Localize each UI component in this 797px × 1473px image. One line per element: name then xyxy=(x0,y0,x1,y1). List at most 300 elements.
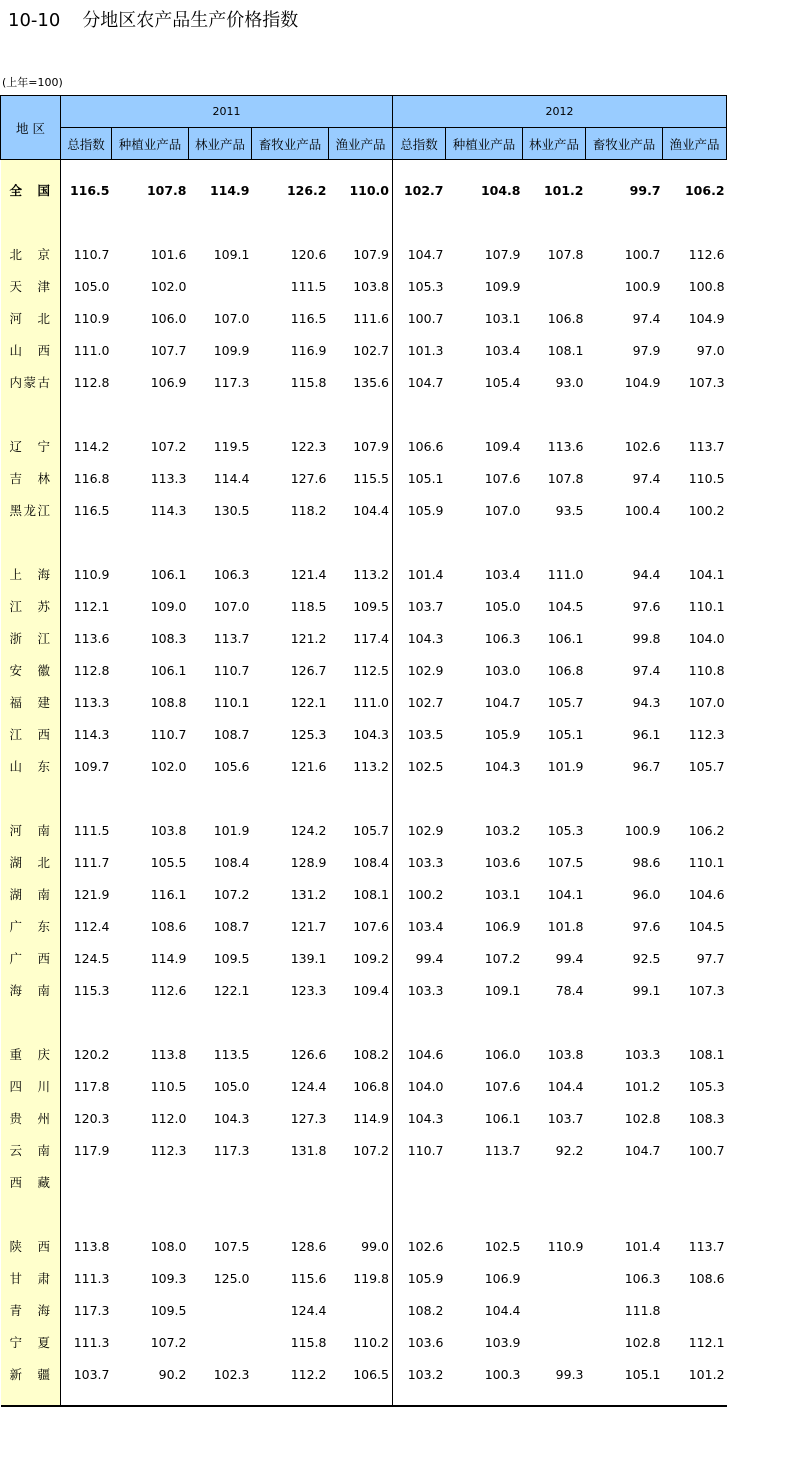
table-row xyxy=(1,1166,727,1198)
value-cell: 124.5 xyxy=(61,942,112,974)
value-cell: 111.7 xyxy=(61,846,112,878)
value-cell: 118.5 xyxy=(252,590,329,622)
table-title: 分地区农产品生产价格指数 xyxy=(82,10,299,31)
value-cell: 106.0 xyxy=(446,1038,523,1070)
value-cell: 102.7 xyxy=(393,686,446,718)
value-cell: 123.3 xyxy=(252,974,329,1006)
value-cell: 103.2 xyxy=(393,1358,446,1390)
region-name: 宁 夏 xyxy=(1,1326,61,1358)
value-cell xyxy=(586,160,663,175)
value-cell: 110.7 xyxy=(189,654,252,686)
value-cell: 110.0 xyxy=(329,174,393,206)
value-cell xyxy=(663,1294,727,1326)
value-cell: 103.3 xyxy=(393,974,446,1006)
value-cell: 97.6 xyxy=(586,910,663,942)
value-cell: 102.9 xyxy=(393,654,446,686)
region-name: 内蒙古 xyxy=(1,366,61,398)
value-cell: 104.5 xyxy=(663,910,727,942)
value-cell: 106.9 xyxy=(112,366,189,398)
value-cell: 125.0 xyxy=(189,1262,252,1294)
value-cell: 105.1 xyxy=(523,718,586,750)
value-cell: 102.0 xyxy=(112,750,189,782)
value-cell: 105.0 xyxy=(189,1070,252,1102)
value-cell: 112.1 xyxy=(663,1326,727,1358)
value-cell: 107.6 xyxy=(329,910,393,942)
value-cell: 103.0 xyxy=(446,654,523,686)
value-cell: 111.3 xyxy=(61,1326,112,1358)
value-cell: 115.6 xyxy=(252,1262,329,1294)
value-cell: 103.1 xyxy=(446,302,523,334)
value-cell: 116.1 xyxy=(112,878,189,910)
value-cell: 97.7 xyxy=(663,942,727,974)
value-cell: 114.4 xyxy=(189,462,252,494)
value-cell: 105.3 xyxy=(663,1070,727,1102)
value-cell xyxy=(329,160,393,175)
value-cell xyxy=(586,206,663,238)
value-cell xyxy=(189,1294,252,1326)
region-name: 海 南 xyxy=(1,974,61,1006)
header-row-categories xyxy=(1,128,727,160)
value-cell: 108.7 xyxy=(189,718,252,750)
value-cell xyxy=(329,526,393,558)
value-cell xyxy=(523,1390,586,1406)
table-row xyxy=(1,686,727,718)
value-cell: 93.0 xyxy=(523,366,586,398)
value-cell: 115.5 xyxy=(329,462,393,494)
region-name: 重 庆 xyxy=(1,1038,61,1070)
value-cell: 104.3 xyxy=(329,718,393,750)
value-cell: 103.6 xyxy=(446,846,523,878)
table-row xyxy=(1,1358,727,1390)
region-cell xyxy=(1,1198,61,1230)
value-cell xyxy=(329,206,393,238)
value-cell: 108.1 xyxy=(523,334,586,366)
value-cell: 102.5 xyxy=(446,1230,523,1262)
value-cell xyxy=(252,398,329,430)
value-cell xyxy=(61,398,112,430)
value-cell xyxy=(329,398,393,430)
value-cell xyxy=(329,1198,393,1230)
region-name: 河 北 xyxy=(1,302,61,334)
value-cell xyxy=(252,1166,329,1198)
value-cell: 94.3 xyxy=(586,686,663,718)
table-row xyxy=(1,590,727,622)
value-cell xyxy=(329,1166,393,1198)
value-cell: 111.0 xyxy=(523,558,586,590)
value-cell: 100.2 xyxy=(663,494,727,526)
value-cell: 109.9 xyxy=(446,270,523,302)
value-cell xyxy=(189,160,252,175)
region-name: 新 疆 xyxy=(1,1358,61,1390)
value-cell xyxy=(61,160,112,175)
table-row xyxy=(1,1134,727,1166)
region-name: 湖 北 xyxy=(1,846,61,878)
value-cell xyxy=(61,1006,112,1038)
value-cell xyxy=(112,1198,189,1230)
value-cell: 107.2 xyxy=(329,1134,393,1166)
region-name: 江 苏 xyxy=(1,590,61,622)
value-cell: 108.1 xyxy=(329,878,393,910)
value-cell: 98.6 xyxy=(586,846,663,878)
value-cell xyxy=(189,1006,252,1038)
region-name: 辽 宁 xyxy=(1,430,61,462)
value-cell xyxy=(393,206,446,238)
value-cell xyxy=(393,526,446,558)
value-cell: 109.3 xyxy=(112,1262,189,1294)
value-cell: 97.4 xyxy=(586,302,663,334)
table-row xyxy=(1,622,727,654)
value-cell: 108.1 xyxy=(663,1038,727,1070)
value-cell xyxy=(523,782,586,814)
value-cell: 99.4 xyxy=(523,942,586,974)
value-cell: 102.7 xyxy=(393,174,446,206)
value-cell: 106.3 xyxy=(189,558,252,590)
value-cell: 99.1 xyxy=(586,974,663,1006)
value-cell: 96.0 xyxy=(586,878,663,910)
value-cell xyxy=(61,206,112,238)
value-cell: 109.9 xyxy=(189,334,252,366)
value-cell xyxy=(446,1198,523,1230)
value-cell xyxy=(252,526,329,558)
value-cell: 106.1 xyxy=(523,622,586,654)
region-name: 甘 肃 xyxy=(1,1262,61,1294)
value-cell: 108.6 xyxy=(112,910,189,942)
value-cell: 114.9 xyxy=(112,942,189,974)
value-cell: 113.6 xyxy=(523,430,586,462)
value-cell: 121.6 xyxy=(252,750,329,782)
value-cell: 116.5 xyxy=(61,494,112,526)
value-cell: 107.2 xyxy=(112,430,189,462)
value-cell xyxy=(252,1006,329,1038)
value-cell: 107.9 xyxy=(446,238,523,270)
value-cell: 102.6 xyxy=(586,430,663,462)
region-name: 天 津 xyxy=(1,270,61,302)
table-row xyxy=(1,174,727,206)
value-cell: 104.9 xyxy=(586,366,663,398)
value-cell: 104.0 xyxy=(663,622,727,654)
value-cell: 113.7 xyxy=(189,622,252,654)
value-cell: 104.7 xyxy=(393,366,446,398)
value-cell xyxy=(586,1006,663,1038)
value-cell: 106.0 xyxy=(112,302,189,334)
value-cell: 110.1 xyxy=(189,686,252,718)
col-header-total-index: 总指数 xyxy=(393,128,446,160)
value-cell: 107.6 xyxy=(446,462,523,494)
value-cell: 101.2 xyxy=(523,174,586,206)
value-cell: 130.5 xyxy=(189,494,252,526)
value-cell xyxy=(663,398,727,430)
value-cell: 99.4 xyxy=(393,942,446,974)
table-row xyxy=(1,366,727,398)
value-cell xyxy=(523,526,586,558)
value-cell: 107.3 xyxy=(663,366,727,398)
value-cell: 103.4 xyxy=(446,334,523,366)
value-cell: 107.8 xyxy=(112,174,189,206)
value-cell xyxy=(252,782,329,814)
value-cell: 100.7 xyxy=(663,1134,727,1166)
value-cell: 99.7 xyxy=(586,174,663,206)
value-cell: 107.8 xyxy=(523,238,586,270)
value-cell: 117.9 xyxy=(61,1134,112,1166)
value-cell: 109.4 xyxy=(446,430,523,462)
value-cell: 110.5 xyxy=(112,1070,189,1102)
value-cell: 107.8 xyxy=(523,462,586,494)
value-cell: 103.4 xyxy=(393,910,446,942)
value-cell xyxy=(112,206,189,238)
value-cell xyxy=(189,1390,252,1406)
col-header-crop-products: 种植业产品 xyxy=(112,128,189,160)
value-cell: 112.8 xyxy=(61,366,112,398)
value-cell: 126.6 xyxy=(252,1038,329,1070)
value-cell: 110.2 xyxy=(329,1326,393,1358)
value-cell: 126.2 xyxy=(252,174,329,206)
value-cell: 124.4 xyxy=(252,1294,329,1326)
value-cell: 107.9 xyxy=(329,238,393,270)
value-cell xyxy=(393,1166,446,1198)
table-row xyxy=(1,750,727,782)
value-cell: 104.3 xyxy=(393,622,446,654)
region-name: 青 海 xyxy=(1,1294,61,1326)
value-cell xyxy=(329,1294,393,1326)
region-name: 贵 州 xyxy=(1,1102,61,1134)
value-cell: 103.4 xyxy=(446,558,523,590)
value-cell xyxy=(446,160,523,175)
value-cell: 115.8 xyxy=(252,1326,329,1358)
value-cell: 100.3 xyxy=(446,1358,523,1390)
value-cell xyxy=(586,1198,663,1230)
table-row xyxy=(1,1102,727,1134)
value-cell: 101.9 xyxy=(523,750,586,782)
value-cell xyxy=(446,1390,523,1406)
value-cell xyxy=(663,782,727,814)
value-cell xyxy=(523,1006,586,1038)
value-cell xyxy=(663,526,727,558)
table-row xyxy=(1,462,727,494)
value-cell: 113.7 xyxy=(446,1134,523,1166)
table-row xyxy=(1,430,727,462)
value-cell: 112.6 xyxy=(663,238,727,270)
table-row xyxy=(1,942,727,974)
table-row xyxy=(1,654,727,686)
region-cell xyxy=(1,206,61,238)
value-cell: 92.5 xyxy=(586,942,663,974)
value-cell: 100.7 xyxy=(586,238,663,270)
value-cell: 103.9 xyxy=(446,1326,523,1358)
table-row xyxy=(1,878,727,910)
value-cell: 107.5 xyxy=(189,1230,252,1262)
value-cell: 107.3 xyxy=(663,974,727,1006)
region-name: 西 藏 xyxy=(1,1166,61,1198)
value-cell: 100.2 xyxy=(393,878,446,910)
value-cell xyxy=(112,1390,189,1406)
value-cell: 139.1 xyxy=(252,942,329,974)
value-cell: 103.5 xyxy=(393,718,446,750)
value-cell: 114.3 xyxy=(61,718,112,750)
year-header-2012: 2012 xyxy=(393,96,727,128)
value-cell: 105.6 xyxy=(189,750,252,782)
value-cell: 109.0 xyxy=(112,590,189,622)
spacer-row xyxy=(1,1198,727,1230)
value-cell xyxy=(523,206,586,238)
value-cell: 104.6 xyxy=(393,1038,446,1070)
value-cell: 111.0 xyxy=(61,334,112,366)
value-cell: 104.6 xyxy=(663,878,727,910)
value-cell: 112.3 xyxy=(112,1134,189,1166)
table-row xyxy=(1,302,727,334)
value-cell xyxy=(523,1262,586,1294)
value-cell: 111.8 xyxy=(586,1294,663,1326)
value-cell: 110.9 xyxy=(61,558,112,590)
value-cell: 94.4 xyxy=(586,558,663,590)
value-cell xyxy=(663,1198,727,1230)
region-name: 黑龙江 xyxy=(1,494,61,526)
value-cell: 119.8 xyxy=(329,1262,393,1294)
value-cell: 110.7 xyxy=(112,718,189,750)
value-cell: 112.4 xyxy=(61,910,112,942)
value-cell: 120.6 xyxy=(252,238,329,270)
value-cell: 103.8 xyxy=(523,1038,586,1070)
value-cell: 101.8 xyxy=(523,910,586,942)
value-cell: 122.1 xyxy=(252,686,329,718)
region-name: 北 京 xyxy=(1,238,61,270)
value-cell: 108.3 xyxy=(663,1102,727,1134)
region-name: 福 建 xyxy=(1,686,61,718)
region-cell xyxy=(1,526,61,558)
table-row xyxy=(1,238,727,270)
value-cell: 121.4 xyxy=(252,558,329,590)
value-cell: 112.3 xyxy=(663,718,727,750)
value-cell: 107.2 xyxy=(446,942,523,974)
value-cell xyxy=(112,526,189,558)
value-cell: 104.9 xyxy=(663,302,727,334)
value-cell: 128.6 xyxy=(252,1230,329,1262)
col-header-livestock-products: 畜牧业产品 xyxy=(586,128,663,160)
value-cell: 105.9 xyxy=(393,1262,446,1294)
region-name: 吉 林 xyxy=(1,462,61,494)
value-cell: 131.2 xyxy=(252,878,329,910)
value-cell: 104.4 xyxy=(446,1294,523,1326)
value-cell: 103.3 xyxy=(586,1038,663,1070)
value-cell: 105.7 xyxy=(663,750,727,782)
value-cell xyxy=(663,1390,727,1406)
value-cell: 97.9 xyxy=(586,334,663,366)
spacer-row xyxy=(1,206,727,238)
spacer-row xyxy=(1,526,727,558)
value-cell: 102.0 xyxy=(112,270,189,302)
value-cell: 110.1 xyxy=(663,590,727,622)
value-cell: 113.6 xyxy=(61,622,112,654)
value-cell: 96.1 xyxy=(586,718,663,750)
value-cell xyxy=(446,526,523,558)
value-cell xyxy=(393,1198,446,1230)
table-row xyxy=(1,334,727,366)
value-cell xyxy=(523,398,586,430)
value-cell: 121.2 xyxy=(252,622,329,654)
table-row xyxy=(1,846,727,878)
table-row xyxy=(1,718,727,750)
value-cell: 109.4 xyxy=(329,974,393,1006)
value-cell: 107.0 xyxy=(189,302,252,334)
value-cell xyxy=(663,160,727,175)
value-cell: 115.3 xyxy=(61,974,112,1006)
value-cell: 102.9 xyxy=(393,814,446,846)
value-cell xyxy=(523,160,586,175)
value-cell xyxy=(189,398,252,430)
region-cell xyxy=(1,1006,61,1038)
value-cell: 101.2 xyxy=(663,1358,727,1390)
value-cell: 102.8 xyxy=(586,1326,663,1358)
value-cell: 103.7 xyxy=(61,1358,112,1390)
value-cell: 104.3 xyxy=(189,1102,252,1134)
value-cell: 90.2 xyxy=(112,1358,189,1390)
table-row xyxy=(1,1294,727,1326)
value-cell: 114.2 xyxy=(61,430,112,462)
value-cell: 103.6 xyxy=(393,1326,446,1358)
value-cell: 110.1 xyxy=(663,846,727,878)
value-cell xyxy=(112,1166,189,1198)
value-cell: 113.2 xyxy=(329,558,393,590)
spacer-row xyxy=(1,1390,727,1406)
value-cell: 110.7 xyxy=(61,238,112,270)
value-cell: 110.9 xyxy=(61,302,112,334)
value-cell: 111.0 xyxy=(329,686,393,718)
value-cell: 127.6 xyxy=(252,462,329,494)
value-cell xyxy=(189,782,252,814)
value-cell: 135.6 xyxy=(329,366,393,398)
value-cell: 113.8 xyxy=(61,1230,112,1262)
region-name: 广 东 xyxy=(1,910,61,942)
table-header xyxy=(1,96,727,160)
value-cell xyxy=(61,1166,112,1198)
value-cell: 104.0 xyxy=(393,1070,446,1102)
value-cell xyxy=(393,1006,446,1038)
region-cell xyxy=(1,160,61,175)
value-cell xyxy=(112,160,189,175)
table-row xyxy=(1,1230,727,1262)
value-cell xyxy=(446,1006,523,1038)
value-cell: 106.1 xyxy=(112,654,189,686)
value-cell xyxy=(523,270,586,302)
table-row xyxy=(1,910,727,942)
value-cell: 128.9 xyxy=(252,846,329,878)
value-cell: 114.3 xyxy=(112,494,189,526)
value-cell: 111.5 xyxy=(61,814,112,846)
value-cell: 106.9 xyxy=(446,1262,523,1294)
spacer-row xyxy=(1,782,727,814)
value-cell xyxy=(446,206,523,238)
value-cell: 104.4 xyxy=(329,494,393,526)
value-cell: 113.3 xyxy=(112,462,189,494)
value-cell xyxy=(252,1198,329,1230)
value-cell: 105.0 xyxy=(446,590,523,622)
value-cell xyxy=(586,1390,663,1406)
value-cell xyxy=(586,1166,663,1198)
value-cell: 106.8 xyxy=(523,654,586,686)
value-cell: 105.1 xyxy=(586,1358,663,1390)
value-cell: 108.4 xyxy=(329,846,393,878)
value-cell: 100.7 xyxy=(393,302,446,334)
value-cell: 107.2 xyxy=(112,1326,189,1358)
value-cell: 112.8 xyxy=(61,654,112,686)
value-cell: 102.8 xyxy=(586,1102,663,1134)
value-cell: 114.9 xyxy=(329,1102,393,1134)
value-cell: 109.5 xyxy=(189,942,252,974)
value-cell: 125.3 xyxy=(252,718,329,750)
value-cell: 108.8 xyxy=(112,686,189,718)
region-name: 江 西 xyxy=(1,718,61,750)
value-cell: 109.7 xyxy=(61,750,112,782)
value-cell xyxy=(586,782,663,814)
